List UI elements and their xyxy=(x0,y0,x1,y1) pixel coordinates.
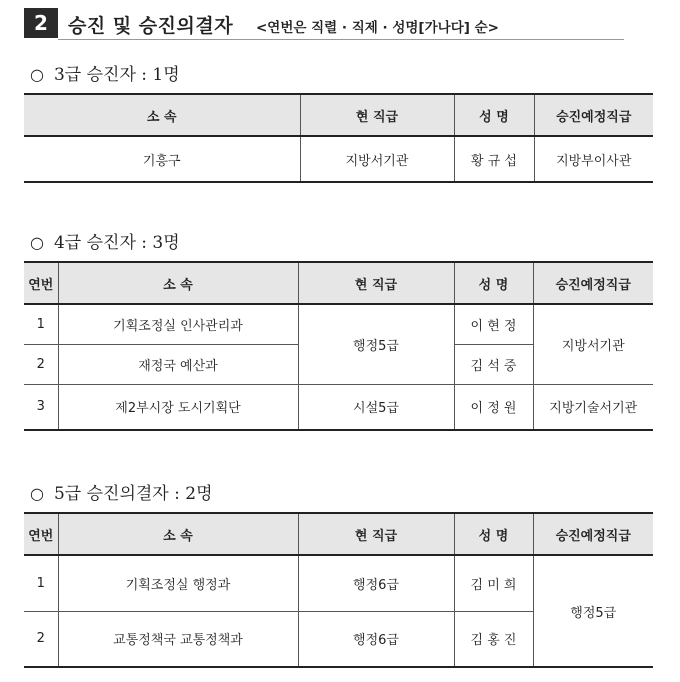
cell-name: 김 홍 진 xyxy=(454,611,533,667)
cell-current: 지방서기관 xyxy=(300,136,454,182)
col-header-current: 현 직급 xyxy=(298,513,454,555)
cell-target: 지방기술서기관 xyxy=(533,384,653,430)
section-header xyxy=(24,8,624,40)
section-3rd-grade-title xyxy=(30,60,180,85)
col-header-no: 연번 xyxy=(24,262,58,304)
section-heading: 3급 승진자 : 1명 xyxy=(53,65,180,85)
table-3rd-grade xyxy=(24,93,653,183)
col-header-no: 연번 xyxy=(24,513,58,555)
header-underline xyxy=(58,39,624,40)
cell-no: 2 xyxy=(24,344,58,384)
table-header-row xyxy=(24,513,653,555)
col-header-current: 현 직급 xyxy=(298,262,454,304)
cell-target-merged: 행정5급 xyxy=(533,555,653,667)
cell-org: 기획조정실 행정과 xyxy=(58,555,298,611)
col-header-name: 성 명 xyxy=(454,262,533,304)
cell-no: 2 xyxy=(24,611,58,667)
col-header-org: 소 속 xyxy=(58,262,298,304)
cell-org: 기획조정실 인사관리과 xyxy=(58,304,298,344)
table-4th-grade xyxy=(24,261,653,431)
table-5th-grade xyxy=(24,512,653,668)
table-row xyxy=(24,136,653,182)
col-header-name: 성 명 xyxy=(454,513,533,555)
cell-org: 기흥구 xyxy=(24,136,300,182)
section-heading: 5급 승진의결자 : 2명 xyxy=(53,484,213,504)
table-header-row xyxy=(24,94,653,136)
cell-name: 황 규 섭 xyxy=(454,136,534,182)
table-row xyxy=(24,555,653,611)
col-header-name: 성 명 xyxy=(454,94,534,136)
cell-no: 1 xyxy=(24,555,58,611)
section-heading: 4급 승진자 : 3명 xyxy=(53,233,180,253)
cell-current-merged: 행정5급 xyxy=(298,304,454,384)
col-header-org: 소 속 xyxy=(58,513,298,555)
cell-org: 재정국 예산과 xyxy=(58,344,298,384)
section-title: 승진 및 승진의결자 xyxy=(68,15,234,37)
col-header-org: 소 속 xyxy=(24,94,300,136)
circle-bullet-icon: ○ xyxy=(30,233,44,252)
section-number: 2 xyxy=(24,8,58,38)
circle-bullet-icon: ○ xyxy=(30,65,44,84)
cell-org: 제2부시장 도시기획단 xyxy=(58,384,298,430)
col-header-current: 현 직급 xyxy=(300,94,454,136)
cell-target: 지방부이사관 xyxy=(534,136,653,182)
section-subtitle: <연번은 직렬 · 직제 · 성명[가나다] 순> xyxy=(256,20,499,36)
cell-no: 1 xyxy=(24,304,58,344)
cell-name: 김 미 희 xyxy=(454,555,533,611)
cell-org: 교통정책국 교통정책과 xyxy=(58,611,298,667)
section-4th-grade-title xyxy=(30,228,180,253)
cell-current: 시설5급 xyxy=(298,384,454,430)
table-row xyxy=(24,304,653,344)
cell-name: 김 석 중 xyxy=(454,344,533,384)
col-header-target: 승진예정직급 xyxy=(533,262,653,304)
cell-current: 행정6급 xyxy=(298,555,454,611)
cell-target-merged: 지방서기관 xyxy=(533,304,653,384)
col-header-target: 승진예정직급 xyxy=(534,94,653,136)
col-header-target: 승진예정직급 xyxy=(533,513,653,555)
table-header-row xyxy=(24,262,653,304)
cell-name: 이 정 원 xyxy=(454,384,533,430)
cell-no: 3 xyxy=(24,384,58,430)
table-row xyxy=(24,384,653,430)
cell-name: 이 현 정 xyxy=(454,304,533,344)
section-5th-grade-title xyxy=(30,479,213,504)
cell-current: 행정6급 xyxy=(298,611,454,667)
circle-bullet-icon: ○ xyxy=(30,484,44,503)
